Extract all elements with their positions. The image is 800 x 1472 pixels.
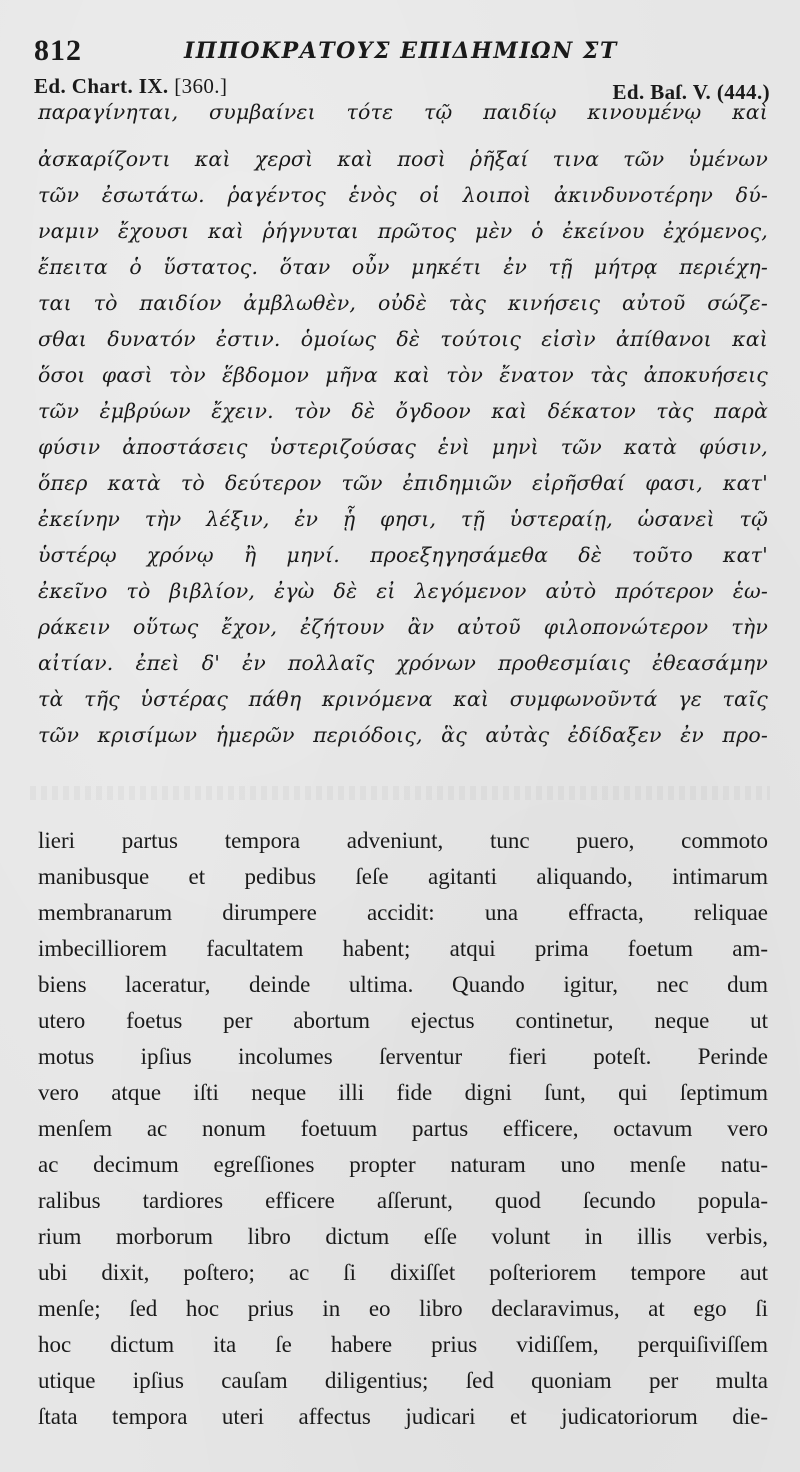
latin-line: biens laceratur, deinde ultima. Quando igitur, nec dum [38,972,768,997]
greek-line: σθαι δυνατόν ἐστιν. ὁμοίως δὲ τούτοις εἰσὶν ἀπίθανοι καὶ [38,327,768,351]
edition-basel-reference: Ed. Baſ. V. (444.) [612,80,770,104]
latin-line: ubi dixit, poſtero; ac ſi dixiſſet poſteriorem tempore aut [38,1260,768,1285]
greek-line: ναμιν ἔχουσι καὶ ῥήγνυται πρῶτος μὲν ὁ ἐκείνου ἐχόμενος, [38,219,768,243]
edition-chart-label: Ed. Chart. IX. [34,74,169,98]
greek-line: τῶν ἐσωτάτω. ῥαγέντος ἑνὸς οἱ λοιποὶ ἀκινδυνοτέρην δύ- [38,183,768,207]
greek-line: παραγίνηται, συμβαίνει τότε τῷ παιδίῳ κινουμένῳ καὶ [38,100,768,124]
latin-line: membranarum dirumpere accidit: una effracta, reliquae [38,900,768,925]
greek-line: ὅπερ κατὰ τὸ δεύτερον τῶν ἐπιδημιῶν εἰρῆσθαί φασι, κατ' [38,471,768,495]
latin-line: menſe; ſed hoc prius in eo libro declaravimus, at ego ſi [38,1296,768,1321]
latin-line: vero atque iſti neque illi fide digni ſunt, qui ſeptimum [38,1080,768,1105]
latin-line: rium morborum libro dictum eſſe volunt in illis verbis, [38,1224,768,1249]
greek-line: ὅσοι φασὶ τὸν ἕβδομον μῆνα καὶ τὸν ἔνατον τὰς ἀποκυήσεις [38,363,768,387]
greek-line: τῶν κρισίμων ἡμερῶν περιόδοις, ἃς αὐτὰς ἐδίδαξεν ἐν προ- [38,723,768,747]
greek-line: τὰ τῆς ὑστέρας πάθη κρινόμενα καὶ συμφωνοῦντά γε ταῖς [38,687,768,711]
greek-line: ἔπειτα ὁ ὕστατος. ὅταν οὖν μηκέτι ἐν τῇ μήτρᾳ περιέχη- [38,255,768,279]
edition-references [34,74,770,102]
greek-line: τῶν ἐμβρύων ἔχειν. τὸν δὲ ὄγδοον καὶ δέκατον τὰς παρὰ [38,399,768,423]
latin-line: menſem ac nonum foetuum partus efficere, octavum vero [38,1116,768,1141]
latin-line: ralibus tardiores efficere aſſerunt, quod ſecundo popula- [38,1188,768,1213]
latin-line: hoc dictum ita ſe habere prius vidiſſem, perquiſiviſſem [38,1332,768,1357]
greek-line: ται τὸ παιδίον ἀμβλωθὲν, οὐδὲ τὰς κινήσεις αὐτοῦ σώζε- [38,291,768,315]
edition-chart-page-ref: [360.] [174,74,228,98]
greek-line: ἀσκαρίζοντι καὶ χερσὶ καὶ ποσὶ ῥῆξαί τινα τῶν ὑμένων [38,147,768,171]
latin-line: utero foetus per abortum ejectus continetur, neque ut [38,1008,768,1033]
greek-line: ὑστέρῳ χρόνῳ ἢ μηνί. προεξηγησάμεθα δὲ τοῦτο κατ' [38,543,768,567]
running-head: ΙΠΠΟΚΡΑΤΟΥΣ ΕΠΙΔΗΜΙΩΝ ΣΤ [184,38,618,64]
greek-line: φύσιν ἀποστάσεις ὑστεριζούσας ἑνὶ μηνὶ τῶν κατὰ φύσιν, [38,435,768,459]
latin-line: lieri partus tempora adveniunt, tunc puero, commoto [38,828,768,853]
greek-line: ἐκείνην τὴν λέξιν, ἐν ᾗ φησι, τῇ ὑστεραίῃ, ὡσανεὶ τῷ [38,507,768,531]
greek-line: ἐκεῖνο τὸ βιβλίον, ἐγὼ δὲ εἰ λεγόμενον αὐτὸ πρότερον ἑω- [38,579,768,603]
greek-line: αἰτίαν. ἐπεὶ δ' ἐν πολλαῖς χρόνων προθεσμίαις ἐθεασάμην [38,651,768,675]
greek-line: ράκειν οὕτως ἔχον, ἐζήτουν ἂν αὐτοῦ φιλοπονώτερον τὴν [38,615,768,639]
latin-line: manibusque et pedibus ſeſe agitanti aliquando, intimarum [38,864,768,889]
latin-line: ac decimum egreſſiones propter naturam uno menſe natu- [38,1152,768,1177]
show-through-text [30,786,770,800]
latin-line: ſtata tempora uteri affectus judicari et judicatoriorum die- [38,1404,768,1429]
edition-chart-reference [34,74,227,99]
page-number: 812 [34,34,82,67]
latin-line: motus ipſius incolumes ſerventur fieri poteſt. Perinde [38,1044,768,1069]
latin-line: utique ipſius cauſam diligentius; ſed quoniam per multa [38,1368,768,1393]
latin-line: imbecilliorem facultatem habent; atqui prima foetum am- [38,936,768,961]
page-header [34,34,774,70]
